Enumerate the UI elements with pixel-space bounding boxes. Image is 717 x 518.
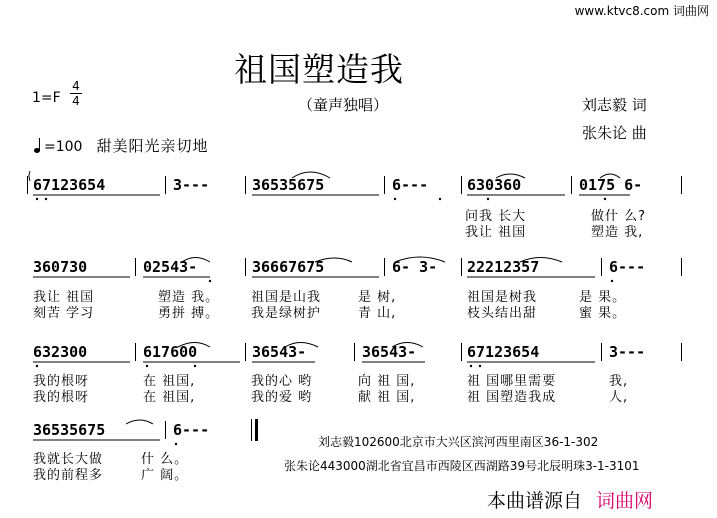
lyric-verse-1: 我的心 哟 <box>251 374 313 389</box>
lyric-verse-1: 祖国是树我 <box>467 290 538 305</box>
slur <box>126 420 153 424</box>
octave-dot <box>146 365 148 367</box>
lyric-verse-1: 我就长大做 <box>33 452 104 467</box>
lyric-verse-1: 祖 国哪里需要 <box>467 374 557 389</box>
slur <box>600 174 620 178</box>
measure-notes: 617600 <box>143 343 198 361</box>
measure-notes: 22212357 <box>467 258 540 276</box>
song-subtitle: （童声独唱） <box>298 96 389 114</box>
octave-dot <box>36 365 38 367</box>
measure-notes: 36535675 <box>252 176 325 194</box>
measure-notes: 6--- <box>173 421 210 439</box>
slur <box>285 343 318 348</box>
lyric-verse-1: 做什 么? <box>591 209 647 224</box>
slur <box>395 257 445 262</box>
octave-dot <box>604 198 606 200</box>
song-title: 祖国塑造我 <box>234 50 404 89</box>
octave-dot <box>45 198 47 200</box>
measure-notes: 3--- <box>173 176 210 194</box>
lyric-verse-2: 我的前程多 <box>33 468 104 483</box>
octave-dot <box>439 198 441 200</box>
octave-dot <box>479 365 481 367</box>
lyric-verse-2: 枝头结出甜 <box>467 306 538 321</box>
measure-notes: 67123654 <box>33 176 106 194</box>
lyric-verse-1: 什 么。 <box>141 452 189 467</box>
octave-dot <box>209 280 211 282</box>
measure-notes: 36543- <box>362 343 417 361</box>
lyric-verse-1: 我的根呀 <box>33 374 90 389</box>
measure-notes: 360730 <box>33 258 88 276</box>
composer-credit: 张朱论 曲 <box>582 124 647 142</box>
slur <box>292 172 330 178</box>
site-watermark: www.ktvc8.com 词曲网 <box>574 4 709 18</box>
lyricist-address: 刘志毅102600北京市大兴区滨河西里南区36-1-302 <box>318 435 599 449</box>
measure-notes: 02543- <box>143 258 198 276</box>
octave-dot <box>394 198 396 200</box>
measure-notes: 36667675 <box>252 258 325 276</box>
slur <box>392 343 423 348</box>
measure-notes: 36543- <box>252 343 307 361</box>
slur <box>182 258 210 263</box>
measure-notes: 0175 6- <box>579 176 643 194</box>
measure-notes: 632300 <box>33 343 88 361</box>
slur <box>315 258 352 262</box>
lyric-verse-2: 广 阔。 <box>141 468 189 483</box>
octave-dot <box>470 365 472 367</box>
source-label: 本曲谱源自 <box>487 490 583 512</box>
key-signature: 1=F <box>32 90 61 106</box>
slur <box>520 258 562 263</box>
measure-notes: 3--- <box>609 343 646 361</box>
lyric-verse-2: 祖 国塑造我成 <box>467 390 557 405</box>
octave-dot <box>611 280 613 282</box>
lyricist-credit: 刘志毅 词 <box>582 96 647 114</box>
lyric-verse-1: 在 祖国, <box>143 374 196 389</box>
octave-dot <box>487 198 489 200</box>
octave-dot <box>194 365 196 367</box>
lyric-verse-2: 我的根呀 <box>33 390 90 405</box>
measure-notes: 630360 <box>467 176 522 194</box>
lyric-verse-2: 塑造 我, <box>591 225 644 240</box>
measure-notes: 6--- <box>609 258 646 276</box>
meter-bottom: 4 <box>72 94 80 108</box>
meter-top: 4 <box>72 79 80 93</box>
measure-notes: 6--- <box>392 176 429 194</box>
lyric-verse-1: 是 果。 <box>579 290 627 305</box>
source-brand-link[interactable]: 词曲网 <box>596 490 654 512</box>
octave-dot <box>175 443 177 445</box>
lyric-verse-1: 是 树, <box>358 290 397 305</box>
lyric-verse-1: 我, <box>609 374 629 389</box>
lyric-verse-2: 人, <box>609 390 629 405</box>
slur <box>178 343 210 348</box>
lyric-verse-2: 青 山, <box>358 306 397 321</box>
lyric-verse-1: 塑造 我。 <box>158 290 220 305</box>
octave-dot <box>36 198 38 200</box>
lyric-verse-2: 我的爱 哟 <box>251 390 313 405</box>
measure-notes: 67123654 <box>467 343 540 361</box>
lyric-verse-2: 在 祖国, <box>143 390 196 405</box>
measure-notes: 36535675 <box>33 421 106 439</box>
lyric-verse-2: 献 祖 国, <box>358 390 416 405</box>
lyric-verse-2: 我让 祖国 <box>465 225 527 240</box>
lyric-verse-1: 祖国是山我 <box>251 290 322 305</box>
lyric-verse-2: 我是绿树护 <box>251 306 322 321</box>
lyric-verse-2: 刻苦 学习 <box>33 306 95 321</box>
lyric-verse-2: 勇拼 搏。 <box>158 306 220 321</box>
tempo-bpm: =100 <box>44 139 83 155</box>
slur <box>496 174 525 178</box>
lyric-verse-1: 向 祖 国, <box>358 374 416 389</box>
expression-marking: 甜美阳光亲切地 <box>96 137 209 155</box>
composer-address: 张朱论443000湖北省宜昌市西陵区西湖路39号北辰明珠3-1-3101 <box>284 459 640 473</box>
lyric-verse-1: 问我 长大 <box>465 209 527 224</box>
measure-notes: 6- 3- <box>392 258 438 276</box>
lyric-verse-1: 我让 祖国 <box>33 290 95 305</box>
lyric-verse-2: 蜜 果。 <box>579 306 627 321</box>
